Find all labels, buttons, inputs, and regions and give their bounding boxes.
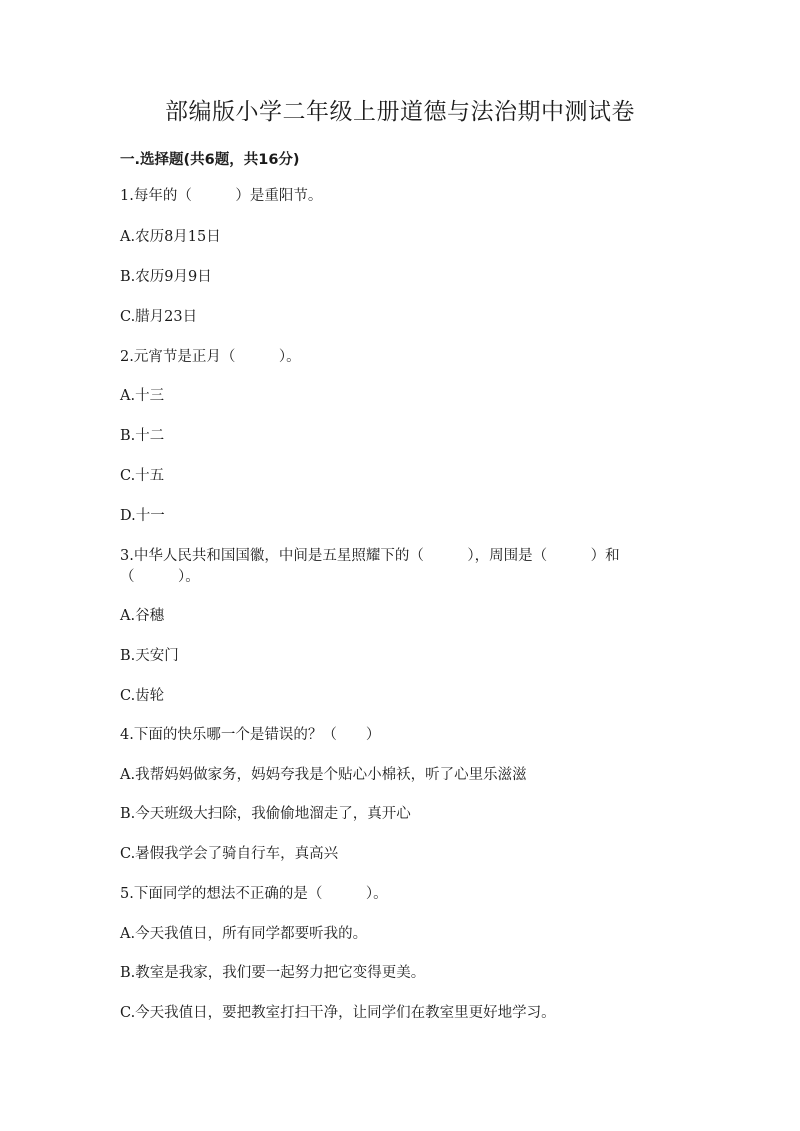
question-5-stem: 5.下面同学的想法不正确的是（ ）。 [120,886,388,902]
question-2-option-a: A.十三 [120,388,165,404]
question-1-option-a: A.农历8月15日 [120,229,221,245]
question-5-option-c: C.今天我值日，要把教室打扫干净，让同学们在教室里更好地学习。 [120,1005,556,1021]
question-3-option-b: B.天安门 [120,648,179,664]
question-5-option-b: B.教室是我家，我们要一起努力把它变得更美。 [120,965,426,981]
question-5-option-a: A.今天我值日，所有同学都要听我的。 [120,926,368,942]
question-4-option-b: B.今天班级大扫除，我偷偷地溜走了，真开心 [120,806,411,822]
question-3-option-c: C.齿轮 [120,688,165,704]
question-4-option-c: C.暑假我学会了骑自行车，真高兴 [120,846,339,862]
question-1-option-b: B.农历9月9日 [120,269,212,285]
question-3-option-a: A.谷穗 [120,608,165,624]
question-2-stem: 2.元宵节是正月（ ）。 [120,349,301,365]
question-1-stem: 1.每年的（ ）是重阳节。 [120,188,323,204]
question-1-option-c: C.腊月23日 [120,309,198,325]
question-2-option-d: D.十一 [120,508,165,524]
question-4-stem: 4.下面的快乐哪一个是错误的？（ ） [120,727,381,743]
question-3-stem-line-2: （ ）。 [120,569,200,585]
question-2-option-b: B.十二 [120,428,165,444]
exam-title: 部编版小学二年级上册道德与法治期中测试卷 [165,99,635,125]
section-heading: 一.选择题(共6题，共16分) [120,152,300,168]
question-4-option-a: A.我帮妈妈做家务，妈妈夸我是个贴心小棉袄，听了心里乐滋滋 [120,767,527,783]
question-2-option-c: C.十五 [120,468,165,484]
question-3-stem-line-1: 3.中华人民共和国国徽，中间是五星照耀下的（ ），周围是（ ）和 [120,548,620,564]
